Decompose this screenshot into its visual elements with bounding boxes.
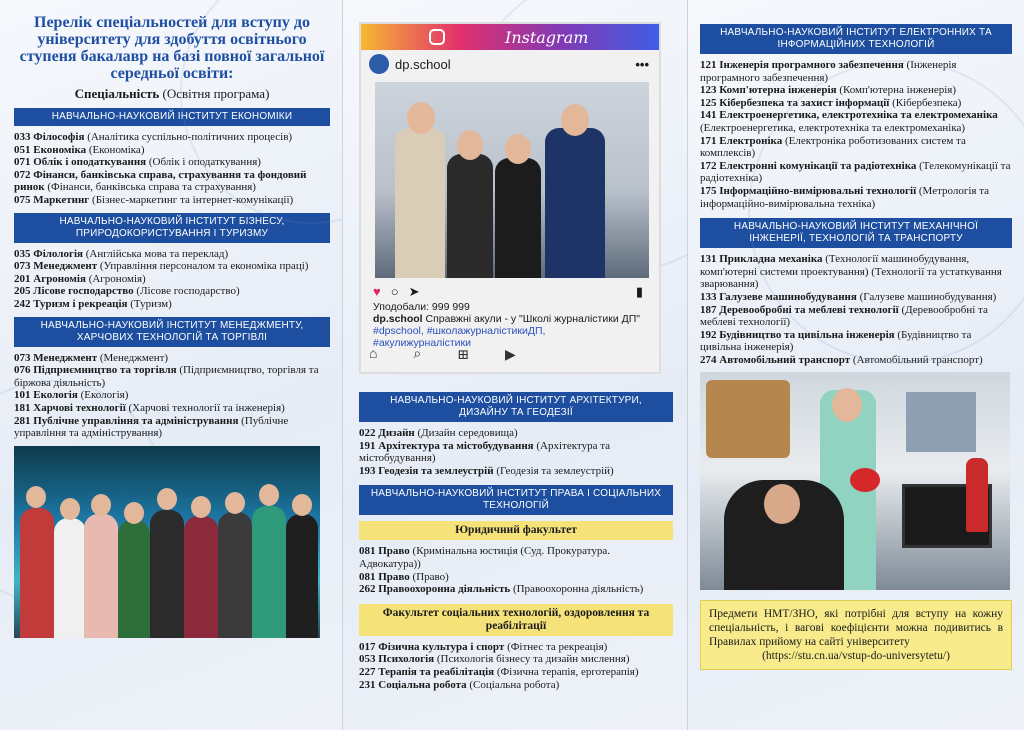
- faculty-header-law: Юридичний факультет: [359, 521, 673, 540]
- instagram-nav: [369, 347, 516, 364]
- search-icon: ⌕: [413, 347, 422, 362]
- list-item: 262 Правоохоронна діяльність (Правоохоронна діяльність): [359, 583, 644, 596]
- instagram-caption-text: dp.school Справжні акули - у "Школі журналістики ДП": [373, 313, 640, 325]
- institute-header-economics: НАВЧАЛЬНО-НАУКОВИЙ ІНСТИТУТ ЕКОНОМІКИ: [14, 108, 330, 126]
- specialty-legend: Спеціальність (Освітня програма): [74, 86, 270, 101]
- list-item: 081 Право (Кримінальна юстиція (Суд. Прокуратура. Адвокатура)): [359, 545, 611, 570]
- instagram-logo-icon: [429, 29, 445, 45]
- list-item: 187 Деревообробні та меблеві технології (Деревообробні та меблеві технології): [700, 303, 988, 329]
- list-item: 076 Підприємництво та торгівля (Підприємництво, торгівля та біржова діяльність): [14, 364, 319, 389]
- list-item: 231 Соціальна робота (Соціальна робота): [359, 678, 560, 691]
- students-group-photo: [14, 446, 320, 638]
- instagram-frame: [359, 22, 661, 374]
- specialty-list-law: [359, 545, 673, 595]
- list-item: 125 Кібербезпека та захист інформації (Кібербезпека): [700, 96, 962, 109]
- list-item: 073 Менеджмент (Менеджмент): [14, 351, 169, 364]
- more-options-icon: •••: [635, 56, 649, 72]
- middle-lower-content: [359, 392, 673, 697]
- list-item: 175 Інформаційно-вимірювальні технології (Метрологія та інформаційно-вимірювальна техніка): [700, 184, 990, 210]
- list-item: 081 Право (Право): [359, 570, 449, 583]
- comment-icon: ○: [390, 284, 399, 299]
- instagram-likes: Уподобали: 999 999: [373, 301, 470, 313]
- list-item: 242 Туризм і рекреація (Туризм): [14, 297, 172, 310]
- instagram-brand: Instagram: [505, 27, 589, 47]
- share-icon: ➤: [408, 284, 420, 299]
- list-item: 035 Філологія (Англійська мова та переклад): [14, 247, 229, 260]
- add-post-icon: ⊞: [457, 348, 469, 363]
- heart-icon: ♥: [373, 284, 381, 299]
- list-item: 171 Електроніка (Електроніка роботизованих систем та комплексів): [700, 134, 966, 160]
- list-item: 053 Психологія (Психологія бізнесу та дизайн мислення): [359, 653, 630, 666]
- instagram-header: [361, 24, 659, 50]
- list-item: 033 Філософія (Аналітика суспільно-політичних процесів): [14, 131, 293, 143]
- list-item: 073 Менеджмент (Управління персоналом та економіка праці): [14, 260, 309, 273]
- list-item: 191 Архітектура та містобудування (Архітектура та містобудування): [359, 439, 611, 465]
- list-item: 274 Автомобільний транспорт (Автомобільний транспорт): [700, 353, 983, 366]
- faculty-header-social: Факультет соціальних технологій, оздоровлення та реабілітації: [359, 604, 673, 636]
- institute-header-business: НАВЧАЛЬНО-НАУКОВИЙ ІНСТИТУТ БІЗНЕСУ, ПРИРОДОКОРИСТУВАННЯ І ТУРИЗМУ: [14, 213, 330, 243]
- list-item: 123 Комп'ютерна інженерія (Комп'ютерна інженерія): [700, 84, 956, 97]
- instagram-hashtags: #dpschool, #школажурналістикиДП, #акулижурналістики: [373, 325, 546, 349]
- list-item: 072 Фінанси, банківська справа, страхування та фондовий ринок (Фінанси, банківська справа та страхування): [14, 168, 307, 194]
- instagram-actions: [373, 286, 643, 298]
- institute-header-mechanical: НАВЧАЛЬНО-НАУКОВИЙ ІНСТИТУТ МЕХАНІЧНОЇ ІНЖЕНЕРІЇ, ТЕХНОЛОГІЙ ТА ТРАНСПОРТУ: [700, 218, 1012, 248]
- instagram-caption: [373, 286, 643, 349]
- admission-rules-link[interactable]: (https://stu.cn.ua/vstup-do-universytetu/): [762, 650, 950, 663]
- column-left: [0, 0, 343, 730]
- institute-header-electronics: НАВЧАЛЬНО-НАУКОВИЙ ІНСТИТУТ ЕЛЕКТРОННИХ ТА ІНФОРМАЦІЙНИХ ТЕХНОЛОГІЙ: [700, 24, 1012, 54]
- home-icon: ⌂: [369, 347, 378, 362]
- list-item: 101 Екологія (Екологія): [14, 389, 129, 402]
- list-item: 201 Агрономія (Агрономія): [14, 272, 146, 285]
- specialty-list-architecture: [359, 427, 673, 477]
- institute-header-management: НАВЧАЛЬНО-НАУКОВИЙ ІНСТИТУТ МЕНЕДЖМЕНТУ, ХАРЧОВИХ ТЕХНОЛОГІЙ ТА ТОРГІВЛІ: [14, 317, 330, 347]
- list-item: 121 Інженерія програмного забезпечення (Інженерія програмного забезпечення): [700, 59, 957, 84]
- instagram-username: dp.school: [395, 56, 451, 72]
- list-item: 141 Електроенергетика, електротехніка та електромеханіка (Електроенергетика, електротехніка та електромеханіка): [700, 109, 998, 134]
- list-item: 205 Лісове господарство (Лісове господарство): [14, 285, 240, 298]
- specialty-list-business: [14, 248, 330, 311]
- lab-photo: [700, 372, 1010, 590]
- shelf: [906, 392, 976, 452]
- list-item: 075 Маркетинг (Бізнес-маркетинг та інтернет-комунікації): [14, 193, 294, 206]
- institute-header-architecture: НАВЧАЛЬНО-НАУКОВИЙ ІНСТИТУТ АРХІТЕКТУРИ, ДИЗАЙНУ ТА ГЕОДЕЗІЇ: [359, 392, 673, 422]
- list-item: 071 Облік і оподаткування (Облік і оподаткування): [14, 156, 261, 169]
- column-middle: [343, 0, 688, 730]
- list-item: 022 Дизайн (Дизайн середовища): [359, 427, 518, 439]
- list-item: 181 Харчові технології (Харчові технології та інженерія): [14, 401, 285, 414]
- list-item: 051 Економіка (Економіка): [14, 143, 145, 156]
- list-item: 281 Публічне управління та адміністрування (Публічне управління та адміністрування): [14, 414, 289, 440]
- list-item: 172 Електронні комунікації та радіотехніка (Телекомунікації та радіотехніка): [700, 159, 1011, 185]
- bookmark-icon: ▮: [635, 284, 643, 299]
- institute-header-law: НАВЧАЛЬНО-НАУКОВИЙ ІНСТИТУТ ПРАВА І СОЦІАЛЬНИХ ТЕХНОЛОГІЙ: [359, 485, 673, 515]
- list-item: 131 Прикладна механіка (Технології машинобудування, комп'ютерні системи проектування) (Технології та устаткування зварювання): [700, 253, 1002, 291]
- map-model: [706, 380, 790, 458]
- reels-icon: ▶: [504, 348, 516, 363]
- list-item: 017 Фізична культура і спорт (Фітнес та рекреація): [359, 640, 608, 653]
- specialty-list-social: [359, 641, 673, 691]
- avatar: [369, 54, 389, 74]
- admission-note: Предмети НМТ/ЗНО, які потрібні для вступу на кожну спеціальність, і вагові коефіцієнти можна подивитись в Правилах прийому на сайті університету (https://stu.cn.ua/vstup-do-universytetu/): [700, 600, 1012, 670]
- list-item: 193 Геодезія та землеустрій (Геодезія та землеустрій): [359, 464, 614, 477]
- list-item: 227 Терапія та реабілітація (Фізична терапія, ерготерапія): [359, 665, 639, 678]
- model-tower: [966, 458, 988, 532]
- column-right: [688, 0, 1024, 730]
- list-item: 192 Будівництво та цивільна інженерія (Будівництво та цивільна інженерія): [700, 328, 972, 354]
- list-item: 133 Галузеве машинобудування (Галузеве машинобудування): [700, 290, 997, 303]
- instagram-user-row: [361, 50, 659, 78]
- page-title: Перелік спеціальностей для вступу до університету для здобуття освітнього ступеня бакалавр на базі повної загальної середньої освіти:: [19, 14, 325, 82]
- instagram-photo: [375, 82, 649, 278]
